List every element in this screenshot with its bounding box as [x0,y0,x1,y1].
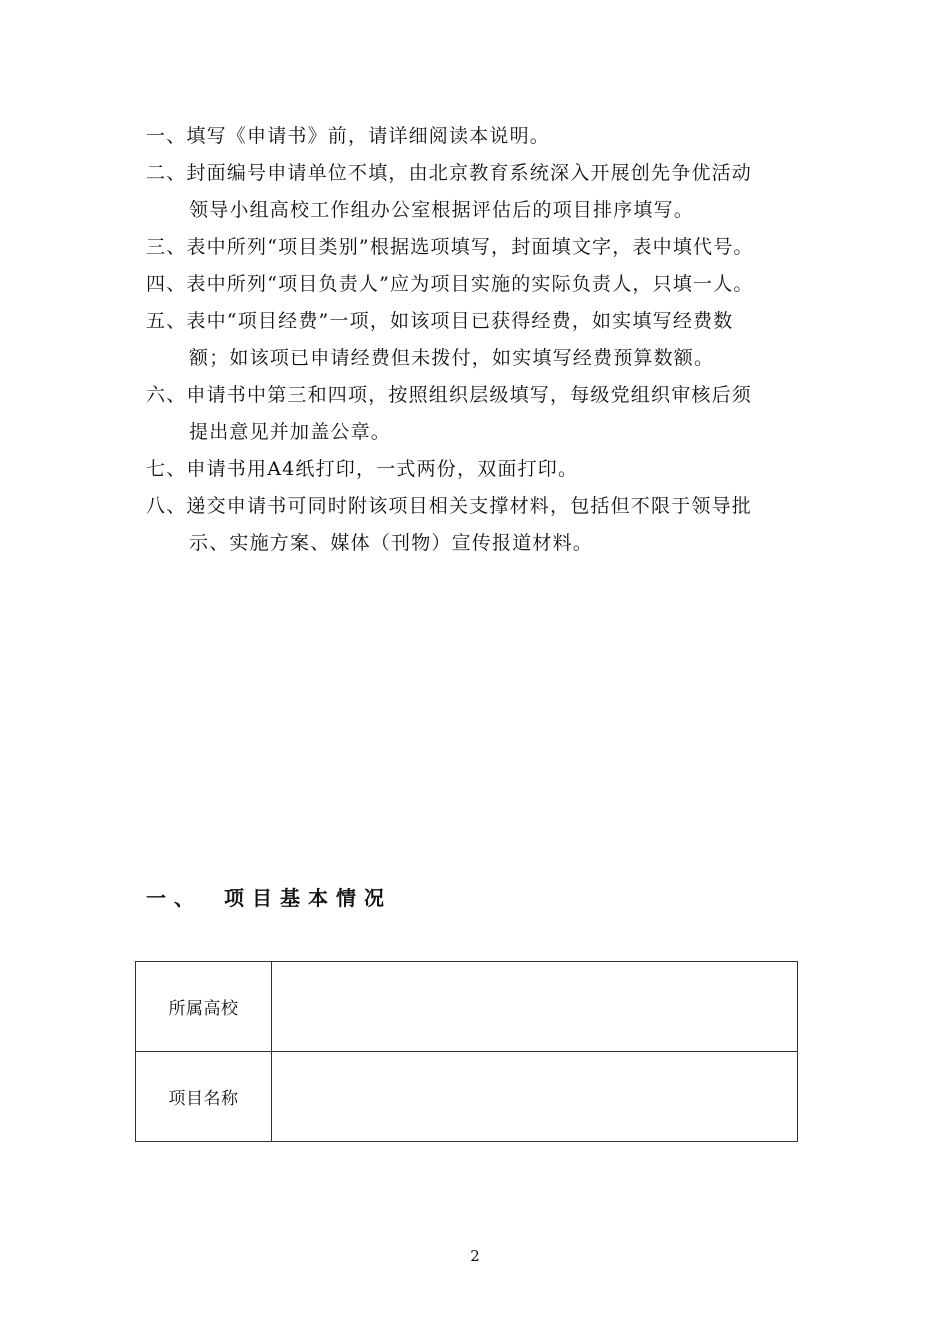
section-title: 项目基本情况 [224,886,392,910]
section-heading [146,882,392,911]
instruction-continuation: 提出意见并加盖公章。 [189,421,392,443]
instruction-text: 六、申请书中第三和四项，按照组织层级填写，每级党组织审核后须 [146,384,753,406]
instruction-item-1 [146,118,826,155]
university-field[interactable] [272,962,798,1052]
instruction-item-8 [146,488,826,562]
instruction-item-6 [146,377,826,451]
project-info-table [135,961,798,1142]
table-row [136,962,798,1052]
project-name-label: 项目名称 [136,1052,272,1142]
page-number: 2 [470,1247,480,1265]
instruction-text: 一、填写《申请书》前，请详细阅读本说明。 [146,125,551,147]
instructions-list [146,118,826,562]
instruction-continuation: 额；如该项已申请经费但未拨付，如实填写经费预算数额。 [189,347,715,369]
section-number: 一、 [146,886,202,910]
instruction-text: 五、表中“项目经费”一项，如该项目已获得经费，如实填写经费数 [146,310,734,332]
instruction-item-4 [146,266,826,303]
project-name-field[interactable] [272,1052,798,1142]
instruction-item-2 [146,155,826,229]
instruction-text: 三、表中所列“项目类别”根据选项填写，封面填文字，表中填代号。 [146,236,754,258]
instruction-text: 二、封面编号申请单位不填，由北京教育系统深入开展创先争优活动 [146,162,753,184]
instruction-text: 七、申请书用A4纸打印，一式两份，双面打印。 [146,458,579,480]
instruction-item-7 [146,451,826,488]
instruction-text: 四、表中所列“项目负责人”应为项目实施的实际负责人，只填一人。 [146,273,754,295]
university-label: 所属高校 [136,962,272,1052]
table-row [136,1052,798,1142]
instruction-text: 八、递交申请书可同时附该项目相关支撑材料，包括但不限于领导批 [146,495,753,517]
instruction-item-5 [146,303,826,377]
instruction-continuation: 示、实施方案、媒体（刊物）宣传报道材料。 [189,532,594,554]
instruction-continuation: 领导小组高校工作组办公室根据评估后的项目排序填写。 [189,199,695,221]
instruction-item-3 [146,229,826,266]
